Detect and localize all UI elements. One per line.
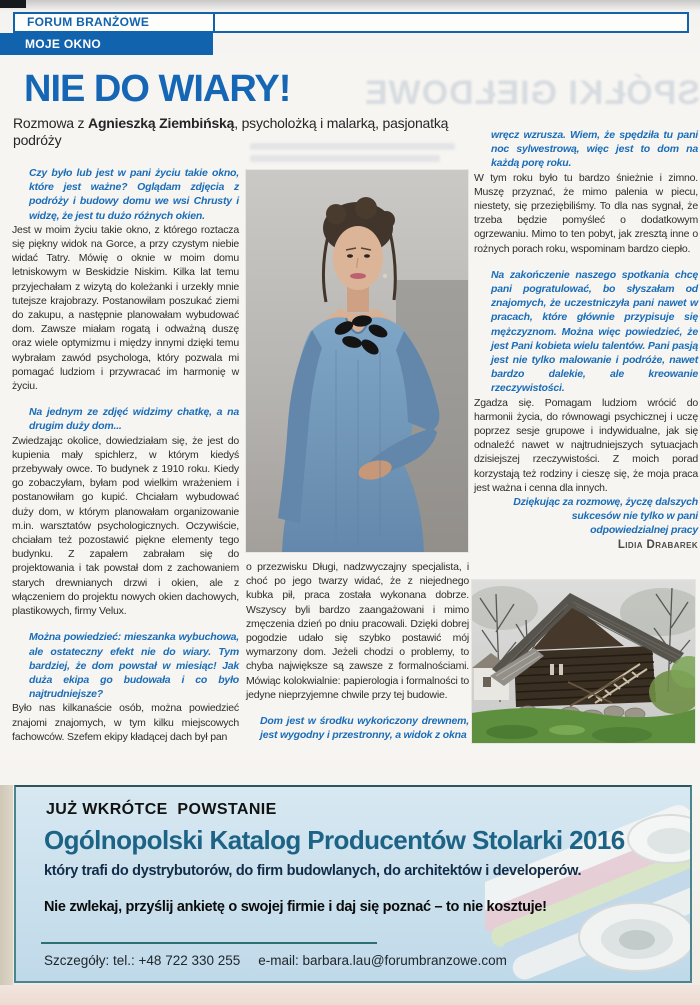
- page-bottom-edge: [0, 985, 700, 1005]
- ad-audience-line: który trafi do dystrybutorów, do firm budowlanych, do architektów i developerów.: [44, 863, 582, 879]
- interview-question: Można powiedzieć: mieszanka wybuchowa, ale ostateczny efekt nie do wiary. Tym bardziej, że dom powstał w miesiąc! Jak duża ekipa go budowała i co było najtrudniejsze?: [29, 631, 239, 701]
- showthrough-mirrored-title: SPÓŁKI GIEŁDOWE: [363, 74, 700, 112]
- magazines-illustration: [485, 787, 690, 981]
- masthead-divider: [213, 14, 215, 31]
- column-right: [474, 128, 698, 552]
- closing-note: Dziękując za rozmowę, życzę dalszych sukcesów nie tylko w pani odpowiedzialnej pracy: [513, 496, 698, 537]
- interview-question: Dom jest w środku wykończony drewnem, jest wygodny i przestronny, a widok z okna: [260, 715, 469, 742]
- interview-answer: Jest w moim życiu takie okno, z którego roztacza się piękny widok na Gorce, a przy czystym niebie widać Tatry. Mówię o oknie w moim domu letniskowym w Beskidzie Niskim. Kilka lat temu przyjechałam z wizytą do koleżanki i urzekły mnie tutejsze krajobrazy. Postanowiłam poszukać ziemi do zakupu, a następnie planowałam wybudować dom. Zawsze miałam rogatą i odważną duszę oraz wiele optymizmu i między innymi dzięki temu wybrałam zawód psychologa, który pozwala mi pomagać ludziom i przywracać im harmonię w życiu.: [12, 223, 239, 393]
- portrait-photo: [246, 170, 468, 552]
- interview-question: Na zakończenie naszego spotkania chcę pani pogratulować, bo słyszałam od znajomych, że uczestniczyła pani nawet w pracach, które głównie przypisuje się mężczyznom. Można więc powiedzieć, że jest Pani kobieta wielu talentów. Pani pasją jest nie tylko malowanie i podróże, nawet bardzo dalekie, ale kreowanie rzeczywistości.: [491, 268, 698, 395]
- lead-interviewee-name: Agnieszką Ziembińską: [88, 115, 235, 131]
- showthrough-line: [250, 155, 440, 162]
- scan-corner-mark: [0, 0, 26, 8]
- interview-answer: Zwiedzając okolice, dowiedziałam się, że jest do kupienia mały spichlerz, w którym kiedyś przebywały owce. To budynek z 1910 roku. Kiedy go zobaczyłam, byłam pod wielkim wrażeniem i postanowiłam go kupić. Chciałam wybudować duży dom, w którym planowałam organizowanie m.in. warsztatów psychologicznych. Oczywiście, chciałam też pozostawić piękne elementy tego budynku. Z zapałem zabrałam się do projektowania i tak powstał dom z zachowaniem starych drewnianych drzwi i okien, ale z włączeniem do projektu nowych okien dachowych, plastikowych, firmy Velux.: [12, 434, 239, 618]
- ad-contact: [44, 953, 507, 968]
- portrait-illustration: [246, 170, 468, 552]
- article-title: NIE DO WIARY!: [24, 68, 291, 110]
- scan-top-shadow: [0, 0, 700, 11]
- masthead: [13, 12, 689, 33]
- interview-answer: W tym roku było tu bardzo śnieżnie i zimno. Muszę przyznać, że mimo palenia w piecu, niestety, się przeziębiliśmy. To dla nas sygnał, że trzeba będzie pomyśleć o dodatkowym ogrzewaniu. Mimo to ten pobyt, jak zresztą inne o rożnych porach roku, wspominam bardzo ciepło.: [474, 171, 698, 255]
- lead-rest: , psycholożką i malarką, pasjonatką: [234, 115, 449, 131]
- article-lead: [13, 115, 493, 149]
- page-left-edge: [0, 785, 13, 1005]
- interview-question: wręcz wzrusza. Wiem, że spędziła tu pani noc sylwestrową, więc jest to dom na każdą porę roku.: [491, 129, 698, 170]
- ad-divider: [41, 942, 377, 944]
- column-left: [12, 166, 239, 744]
- ad-contact-phone: Szczegóły: tel.: +48 722 330 255: [44, 953, 241, 968]
- lead-rest2: podróży: [13, 132, 62, 148]
- barn-photo: [472, 580, 695, 743]
- column-middle: [246, 560, 469, 742]
- interview-answer: Było nas kilkanaście osób, można powiedzieć znajomi znajomych, w tym kilku miejscowych fachowców. Szefem ekipy kładącej dach był pan: [12, 702, 239, 743]
- section-bar: [0, 33, 213, 55]
- interview-answer: Zgadza się. Pomagam ludziom wrócić do harmonii życia, do równowagi psychicznej i uczę poprzez sesje grupowe i indywidualne, jak się odnaleźć nawet w najtrudniejszych sytuacjach dzisiejszej rzeczywistości. Z moich porad korzystają też rodziny i cieszę się, że moja praca jest ważna i cenna dla innych.: [474, 396, 698, 494]
- author-byline: Lidia Drabarek: [617, 538, 698, 551]
- ad-cta-line: Nie zwlekaj, przyślij ankietę o swojej firmie i daj się poznać – to nie kosztuje!: [44, 899, 547, 915]
- ad-title: Ogólnopolski Katalog Producentów Stolarki 2016: [44, 825, 625, 855]
- interview-question: Na jednym ze zdjęć widzimy chatkę, a na drugim duży dom...: [29, 406, 239, 433]
- ad-contact-email: e-mail: barbara.lau@forumbranzowe.com: [258, 953, 507, 968]
- interview-question: Czy było lub jest w pani życiu takie okno, które jest ważne? Oglądam zdjęcia z podróży i budowy domu we wsi Chrusty i widzę, że jest tu dużo różnych okien.: [29, 167, 239, 222]
- barn-illustration: [472, 580, 695, 743]
- ad-kicker: JUŻ WKRÓTCE POWSTANIE: [46, 801, 277, 818]
- lead-prefix: Rozmowa z: [13, 115, 89, 131]
- section-title: MOJE OKNO: [25, 37, 102, 51]
- interview-answer: o przezwisku Długi, nadzwyczajny specjalista, i choć po jego twarzy widać, że z niejednego kubka pił, praca została wykonana dobrze. Wszyscy byli bardzo zaangażowani i mimo zmęczenia dzień po dniu pracowali. Dzięki dobrej pogodzie udało się szybko postawić mój wymarzony dom. Jeżeli chodzi o problemy, to chyba największe są zawsze z formalnościami. Mówiąc kolokwialnie: papierologia i formalności to jedyne nieprzyjemne chwile przy tej budowie.: [246, 561, 469, 701]
- brand-title: FORUM BRANŻOWE: [27, 15, 150, 29]
- ad-banner: [14, 785, 692, 983]
